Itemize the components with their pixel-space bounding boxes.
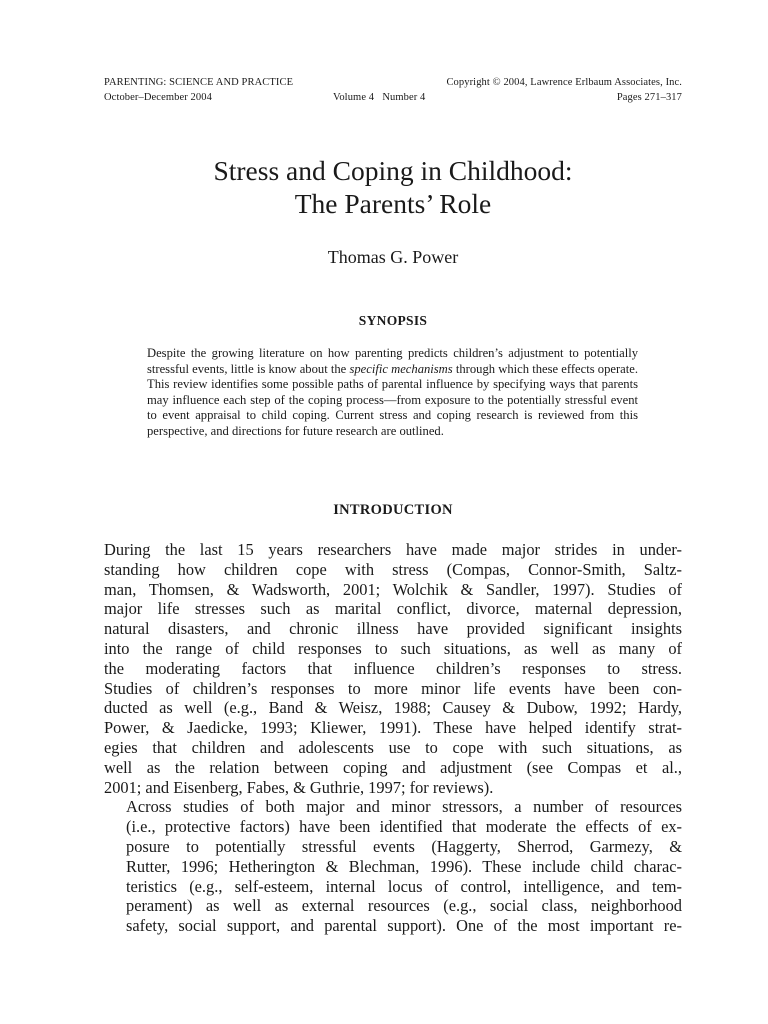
introduction-heading: INTRODUCTION [333, 502, 453, 518]
header-row-2 [104, 90, 682, 105]
body-line: Power, & Jaedicke, 1993; Kliewer, 1991). These have helped identify strat- [104, 718, 682, 738]
body-line: safety, social support, and parental support). One of the most important re- [126, 916, 682, 936]
body-line: man, Thomsen, & Wadsworth, 2001; Wolchik & Sandler, 1997). Studies of [104, 579, 682, 599]
title-line-2: The Parents’ Role [294, 188, 492, 219]
body-line: teristics (e.g., self-esteem, internal locus of control, intelligence, and tem- [126, 876, 682, 896]
journal-name: PARENTING: SCIENCE AND PRACTICE [104, 77, 294, 88]
body-line: standing how children cope with stress (Compas, Connor-Smith, Saltz- [104, 559, 682, 579]
page-range: Pages 271–317 [616, 92, 682, 103]
synopsis-text-part-2: through which these effects operate. This review identifies some possible paths of parental influence by specifying ways that parents may influence each step of the coping process—from exposure to the potentially stressful event to event appraisal to child coping. Current stress and coping research is reviewed from this perspective, and directions for future research are outlined. [147, 361, 638, 438]
body-line: the moderating factors that influence children’s responses to stress. [104, 658, 682, 678]
body-line: Across studies of both major and minor stressors, a number of resources [126, 797, 682, 817]
body-line: into the range of child responses to such situations, as well as many of [104, 638, 682, 658]
body-line: posure to potentially stressful events (Haggerty, Sherrod, Garmezy, & [126, 836, 682, 856]
body-line: During the last 15 years researchers have made major strides in under- [104, 540, 682, 559]
body-line: major life stresses such as marital conflict, divorce, maternal depression, [104, 599, 682, 619]
body-line: Studies of children’s responses to more minor life events have been con- [104, 678, 682, 698]
issue-date: October–December 2004 [104, 92, 212, 103]
synopsis-heading: SYNOPSIS [358, 313, 428, 328]
body-line: egies that children and adolescents use to cope with such situations, as [104, 737, 682, 757]
synopsis-text-part-1: Despite the growing literature on how parenting predicts children’s adjustment to potentially stressful events, little is know about the [147, 346, 638, 376]
body-line: well as the relation between coping and adjustment (see Compas et al., [104, 757, 682, 777]
title-line-1: Stress and Coping in Childhood: [213, 155, 573, 186]
author-name: Thomas G. Power [327, 247, 459, 267]
body-line: perament) as well as external resources (e.g., social class, neighborhood [126, 896, 682, 916]
copyright-notice: Copyright © 2004, Lawrence Erlbaum Associates, Inc. [446, 77, 682, 88]
body-line: natural disasters, and chronic illness have provided significant insights [104, 619, 682, 639]
introduction-paragraph-1 [104, 540, 682, 797]
body-line: Rutter, 1996; Hetherington & Blechman, 1996). These include child charac- [126, 856, 682, 876]
synopsis-emphasis: specific mechanisms [349, 361, 453, 376]
volume-number: Volume 4 Number 4 [333, 92, 426, 103]
synopsis-text [147, 346, 638, 439]
body-line: (i.e., protective factors) have been identified that moderate the effects of ex- [126, 817, 682, 837]
introduction-body [104, 540, 682, 936]
running-header [104, 75, 682, 105]
article-title [104, 154, 682, 220]
body-line: ducted as well (e.g., Band & Weisz, 1988; Causey & Dubow, 1992; Hardy, [104, 698, 682, 718]
introduction-paragraph-2 [104, 797, 682, 936]
body-line: 2001; and Eisenberg, Fabes, & Guthrie, 1997; for reviews). [104, 777, 494, 797]
header-row-1 [104, 75, 682, 90]
